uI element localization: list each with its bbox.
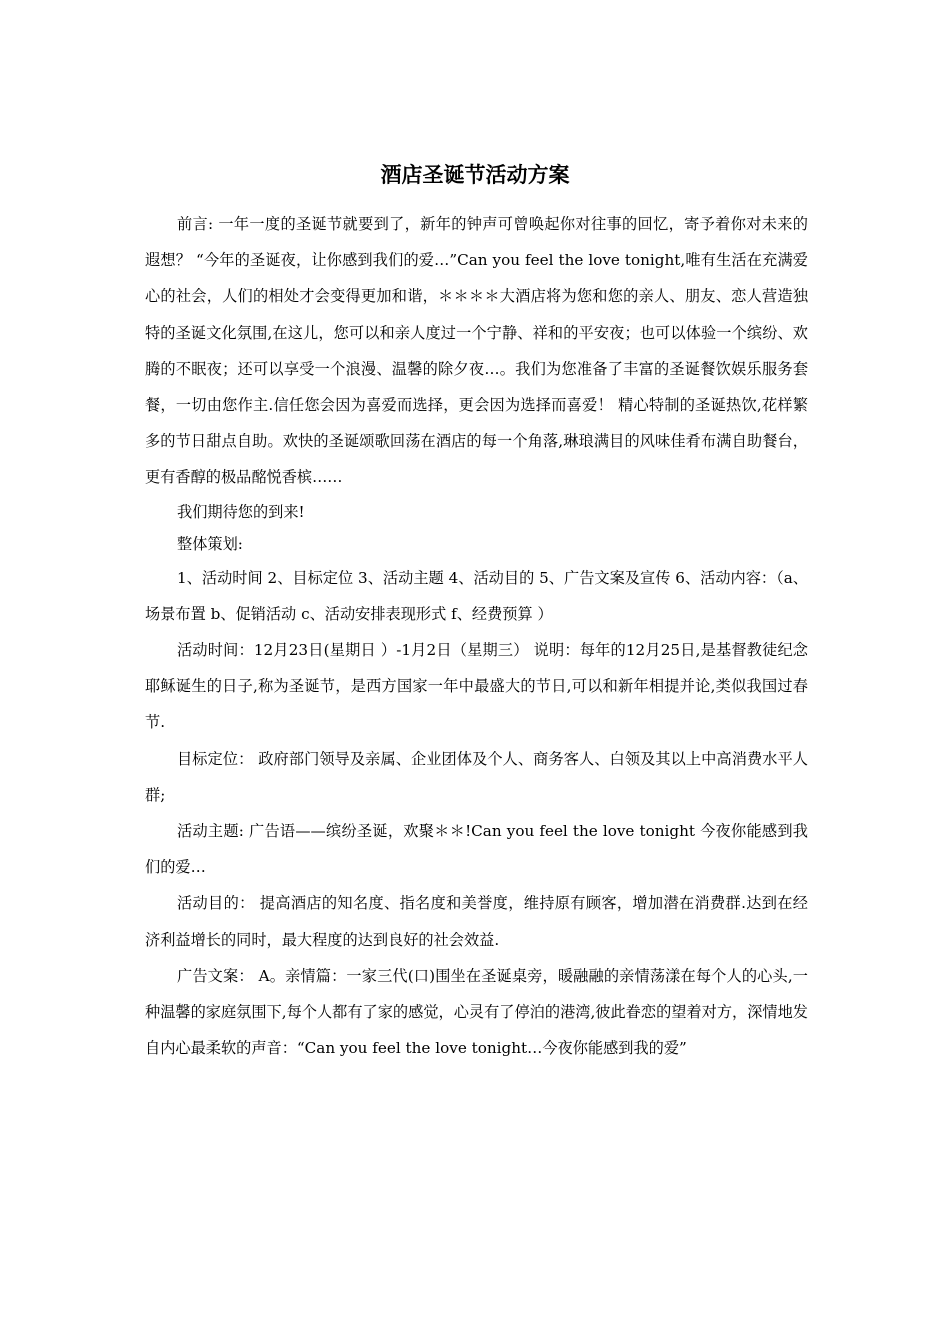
event-theme-paragraph: 活动主题: 广告语——缤纷圣诞，欢聚＊＊!Can you feel the love tonight 今夜你能感到我们的爱… — [145, 822, 808, 877]
overall-plan-heading: 整体策划: — [177, 534, 243, 553]
preface-paragraph: 前言: 一年一度的圣诞节就要到了，新年的钟声可曾唤起你对往事的回忆，寄予着你对未来的遐想？ “今年的圣诞夜，让你感到我们的爱…”Can you feel the love tonight,唯有生活在充满爱心的社会，人们的相处才会变得更加和谐，＊＊＊＊大酒店将为您和您的亲人、朋友、恋人营造独特的圣诞文化氛围,在这儿，您可以和亲人度过一个宁静、祥和的平安夜；也可以体验一个缤纷、欢腾的不眠夜；还可以享受一个浪漫、温馨的除夕夜…。我们为您准备了丰富的圣诞餐饮娱乐服务套餐，一切由您作主.信任您会因为喜爱而选择，更会因为选择而喜爱！ 精心特制的圣诞热饮,花样繁多的节日甜点自助。欢快的圣诞颂歌回荡在酒店的每一个角落,琳琅满目的风味佳肴布满自助餐台，更有香醇的极品酩悦香槟…… — [145, 215, 808, 487]
document-title: 酒店圣诞节活动方案 — [380, 163, 570, 187]
document-body — [145, 206, 808, 1066]
plan-outline-paragraph: 1、活动时间 2、目标定位 3、活动主题 4、活动目的 5、广告文案及宣传 6、活动内容：（a、场景布置 b、促销活动 c、活动安排表现形式 f、经费预算 ） — [145, 568, 808, 623]
target-audience-paragraph: 目标定位： 政府部门领导及亲属、企业团体及个人、商务客人、白领及其以上中高消费水平人群; — [145, 749, 808, 804]
event-purpose-paragraph: 活动目的： 提高酒店的知名度、指名度和美誉度，维持原有顾客，增加潜在消费群.达到在经济利益增长的同时，最大程度的达到良好的社会效益. — [145, 894, 808, 949]
event-time-paragraph: 活动时间：12月23日(星期日 ）-1月2日（星期三） 说明：每年的12月25日,是基督教徒纪念耶稣诞生的日子,称为圣诞节，是西方国家一年中最盛大的节日,可以和新年相提并论,类似我国过春节. — [145, 641, 808, 732]
ad-copy-paragraph: 广告文案： A。亲情篇：一家三代(口)围坐在圣诞桌旁，暖融融的亲情荡漾在每个人的心头,一种温馨的家庭氛围下,每个人都有了家的感觉，心灵有了停泊的港湾,彼此眷恋的望着对方，深情地发自内心最柔软的声音：“Can you feel the love tonight…今夜你能感到我的爱” — [145, 966, 808, 1058]
welcome-paragraph: 我们期待您的到来! — [177, 502, 305, 521]
